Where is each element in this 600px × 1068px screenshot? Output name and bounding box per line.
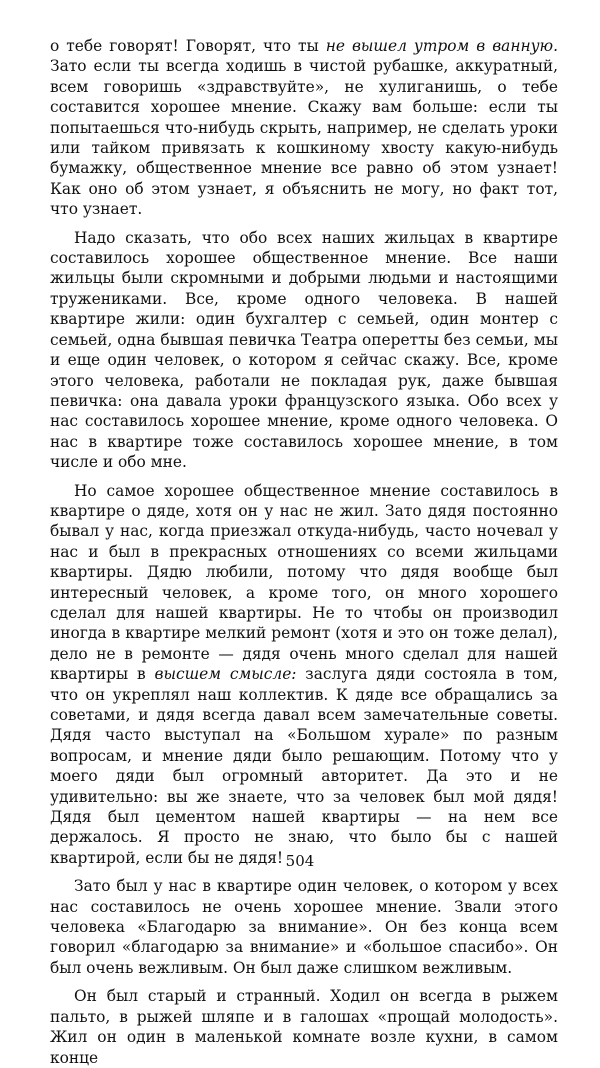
- text-run: о тебе говорят! Говорят, что ты: [50, 37, 326, 55]
- paragraph-5: [50, 986, 558, 1068]
- italic-text-run: высшем смысле:: [154, 665, 297, 684]
- paragraph-1: [50, 36, 558, 220]
- paragraph-4: [50, 876, 558, 978]
- body-text: [50, 36, 558, 1068]
- text-run: Но самое хорошее общественное мнение составилось в квартире о дяде, хотя он у нас не жил. Зато дядя постоянно бывал у нас, когда приезжал откуда-нибудь, часто ночевал у нас и был в прекрасных отношениях со всеми жильцами квартиры. Дядю любили, потому что дядя вообще был интересный человек, а кроме того, он много хорошего сделал для нашей квартиры. Не то чтобы он производил иногда в квартире мелкий ремонт (хотя и это он тоже делал), дело не в ремонте — дядя очень много сделал для нашей квартиры в: [50, 481, 558, 684]
- text-run: Зато был у нас в квартире один человек, о котором у всех нас составилось не очень хорошее мнение. Звали этого человека «Благодарю за внимание». Он без конца всем говорил «благодарю за внимание» и «большое спасибо». Он был очень вежливым. Он был даже слишком вежливым.: [50, 877, 558, 977]
- text-run: заслуга дяди состояла в том, что он укреплял наш коллектив. К дяде все обращались за советами, и дядя всегда давал всем замечательные советы. Дядя часто выступал на «Большом хурале» по разным вопросам, и мнение дяди было решающим. Потому что у моего дяди был огромный авторитет. Да это и не удивительно: вы же знаете, что за человек был мой дядя! Дядя был цементом нашей квартиры — на нем все держалось. Я просто не знаю, что было бы с нашей квартирой, если бы не дядя!: [50, 665, 558, 867]
- paragraph-3: [50, 481, 558, 869]
- text-run: Надо сказать, что обо всех наших жильцах в квартире составилось хорошее общественное мнение. Все наши жильцы были скромными и добрыми людьми и настоящими тружениками. Все, кроме одного человека. В нашей квартире жили: один бухгалтер с семьей, один монтер с семьей, одна бывшая певичка Театра оперетты без семьи, мы и еще один человек, о котором я сейчас скажу. Все, кроме этого человека, работали не покладая рук, даже бывшая певичка: она давала уроки французского языка. Обо всех у нас составилось хорошее мнение, кроме одного человека. О нас в квартире тоже составилось хорошее мнение, в том числе и обо мне.: [50, 228, 558, 472]
- italic-text-run: не вышел утром в ванную.: [325, 37, 558, 55]
- paragraph-2: [50, 228, 558, 473]
- text-run: Зато если ты всегда ходишь в чистой рубашке, аккуратный, всем говоришь «здравствуйте», не хулиганишь, о тебе составится хорошее мнение. Скажу вам больше: если ты попытаешься что-нибудь скрыть, например, не сделать уроки или тайком привязать к кошкиному хвосту какую-нибудь бумажку, общественное мнение все равно об этом узнает! Как оно об этом узнает, я объяснить не могу, но факт тот, что узнает.: [50, 57, 558, 219]
- page-number: 504: [285, 852, 315, 870]
- text-run: Он был старый и странный. Ходил он всегда в рыжем пальто, в рыжей шляпе и в галошах «прощай молодость». Жил он один в маленькой комнате возле кухни, в самом конце: [50, 987, 558, 1067]
